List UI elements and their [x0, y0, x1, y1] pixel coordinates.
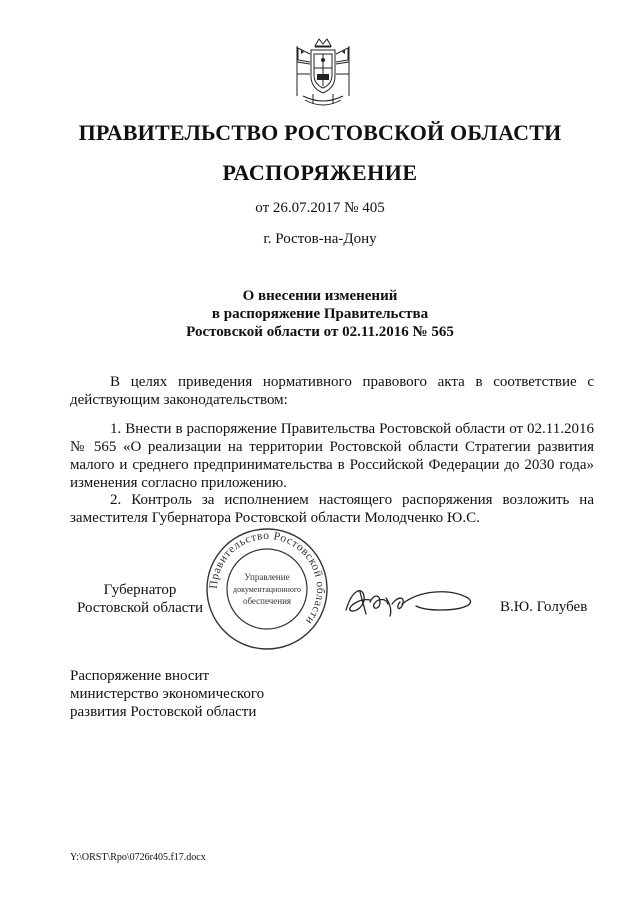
subject-line: О внесении изменений — [242, 288, 398, 304]
signatory-position — [70, 581, 210, 617]
contributor-line: министерство экономического — [70, 686, 265, 702]
handwritten-signature-icon — [340, 580, 480, 624]
subject-line: Ростовской области от 02.11.2016 № 565 — [186, 324, 454, 340]
body-paragraph-item-2: 2. Контроль за исполнением настоящего распоряжения возложить на заместителя Губернатора Ростовской области Молодченко Ю.С. — [70, 492, 594, 526]
organization-title: ПРАВИТЕЛЬСТВО РОСТОВСКОЙ ОБЛАСТИ — [78, 120, 562, 145]
document-date-number: от 26.07.2017 № 405 — [255, 200, 385, 216]
file-path-footer: Y:\ORST\Rpo\0726r405.f17.docx — [70, 852, 206, 863]
body-paragraph-preamble: В целях приведения нормативного правового акта в соответствие с действующим законодательством: — [70, 374, 594, 408]
document-city: г. Ростов-на-Дону — [263, 231, 377, 247]
position-line: Ростовской области — [77, 600, 203, 616]
stamp-center-line: Управление — [244, 572, 290, 582]
document-type: РАСПОРЯЖЕНИЕ — [222, 160, 418, 185]
stamp-ring-text: Правительство Ростовской области — [207, 529, 327, 627]
official-stamp-icon — [203, 526, 331, 652]
position-line: Губернатор — [103, 582, 177, 598]
signatory-name: В.Ю. Голубев — [500, 599, 588, 615]
subject-line: в распоряжение Правительства — [211, 306, 429, 322]
document-subject — [0, 287, 640, 341]
rostov-coat-of-arms-icon — [293, 36, 353, 114]
contributor-block — [70, 667, 264, 721]
contributor-line: развития Ростовской области — [70, 704, 257, 720]
body-paragraph-item-1: 1. Внести в распоряжение Правительства Ростовской области от 02.11.2016 № 565 «О реализации на территории Ростовской области Стратегии развития малого и среднего предпринимательства в Российской Федерации до 2030 года» изменения согласно приложению. — [70, 421, 594, 491]
stamp-center-line: обеспечения — [242, 596, 292, 606]
stamp-center-line: документационного — [233, 585, 301, 594]
contributor-line: Распоряжение вносит — [70, 668, 210, 684]
